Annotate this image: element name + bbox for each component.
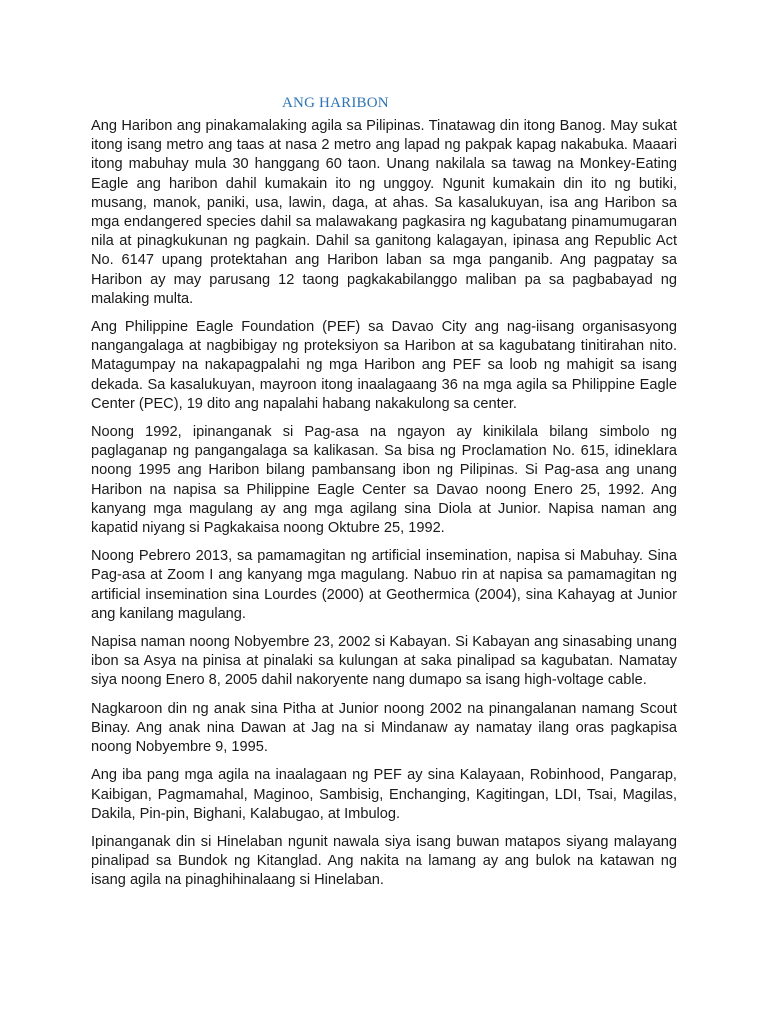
paragraph-pef: Ang Philippine Eagle Foundation (PEF) sa Davao City ang nag-iisang organisasyong nangangalaga at nagbibigay ng proteksiyon sa Haribon at sa kagubatang tinitirahan nito. Matagumpay na nakapagpalahi ng mga Haribon ang PEF sa loob ng mahigit sa isang dekada. Sa kasalukuyan, mayroon itong inaalagaang 36 na mga agila sa Philippine Eagle Center (PEC), 19 dito ang napalahi habang nakakulong sa center. [91, 319, 677, 412]
document-body [91, 117, 677, 900]
paragraph-intro: Ang Haribon ang pinakamalaking agila sa Pilipinas. Tinatawag din itong Banog. May sukat itong isang metro ang taas at nasa 2 metro ang lapad ng pakpak kapag nakabuka. Maaari itong mabuhay mula 30 hanggang 60 taon. Unang nakilala sa tawag na Monkey-Eating Eagle ang haribon dahil kumakain ito ng unggoy. Ngunit kumakain din ito ng butiki, musang, manok, paniki, usa, lawin, daga, at ahas. Sa kasalukuyan, isa ang Haribon sa mga endangered species dahil sa malawakang pagkasira ng kagubatang pinamumugaran nila at pinagkukunan ng pagkain. Dahil sa ganitong kalagayan, ipinasa ang Republic Act No. 6147 upang protektahan ang Haribon laban sa mga panganib. Ang pagpatay sa Haribon ay may parusang 12 taong pagkakabilanggo maliban pa sa pagbabayad ng malaking multa. [91, 118, 677, 307]
paragraph-pag-asa: Noong 1992, ipinanganak si Pag-asa na ngayon ay kinikilala bilang simbolo ng paglaganap ng pangangalaga sa kalikasan. Sa bisa ng Proclamation No. 615, idineklara noong 1995 ang Haribon bilang pambansang ibon ng Pilipinas. Si Pag-asa ang unang Haribon na napisa sa Philippine Eagle Center sa Davao noong Enero 25, 1992. Ang kanyang mga magulang ay ang mga agilang sina Diola at Junior. Napisa naman ang kapatid niyang si Pagkakaisa noong Oktubre 25, 1992. [91, 424, 677, 537]
paragraph-scout-binay: Nagkaroon din ng anak sina Pitha at Junior noong 2002 na pinangalanan namang Scout Binay. Ang anak nina Dawan at Jag na si Mindanaw ay namatay ilang oras pagkapisa noong Nobyembre 9, 1995. [91, 700, 677, 756]
paragraph-other-eagles: Ang iba pang mga agila na inaalagaan ng PEF ay sina Kalayaan, Robinhood, Pangarap, Kaibigan, Pagmamahal, Maginoo, Sambisig, Enchanging, Kagitingan, LDI, Tsai, Magilas, Dakila, Pin-pin, Bighani, Kalabugao, at Imbulog. [91, 767, 677, 822]
document-title: ANG HARIBON [282, 95, 389, 111]
paragraph-mabuhay: Noong Pebrero 2013, sa pamamagitan ng artificial insemination, napisa si Mabuhay. Sina Pag-asa at Zoom I ang kanyang mga magulang. Nabuo rin at napisa sa pamamagitan ng artificial insemination sina Lourdes (2000) at Geothermica (2004), sina Kahayag at Junior ang kanilang magulang. [91, 548, 677, 622]
paragraph-kabayan: Napisa naman noong Nobyembre 23, 2002 si Kabayan. Si Kabayan ang sinasabing unang ibon sa Asya na pinisa at pinalaki sa kulungan at saka pinalipad sa kagubatan. Namatay siya noong Enero 8, 2005 dahil nakoryente nang dumapo sa isang high-voltage cable. [91, 634, 677, 689]
paragraph-hinelaban: Ipinanganak din si Hinelaban ngunit nawala siya isang buwan matapos siyang malayang pinalipad sa Bundok ng Kitanglad. Ang nakita na lamang ay ang bulok na katawan ng isang agila na pinaghihinalaang si Hinelaban. [91, 833, 677, 889]
